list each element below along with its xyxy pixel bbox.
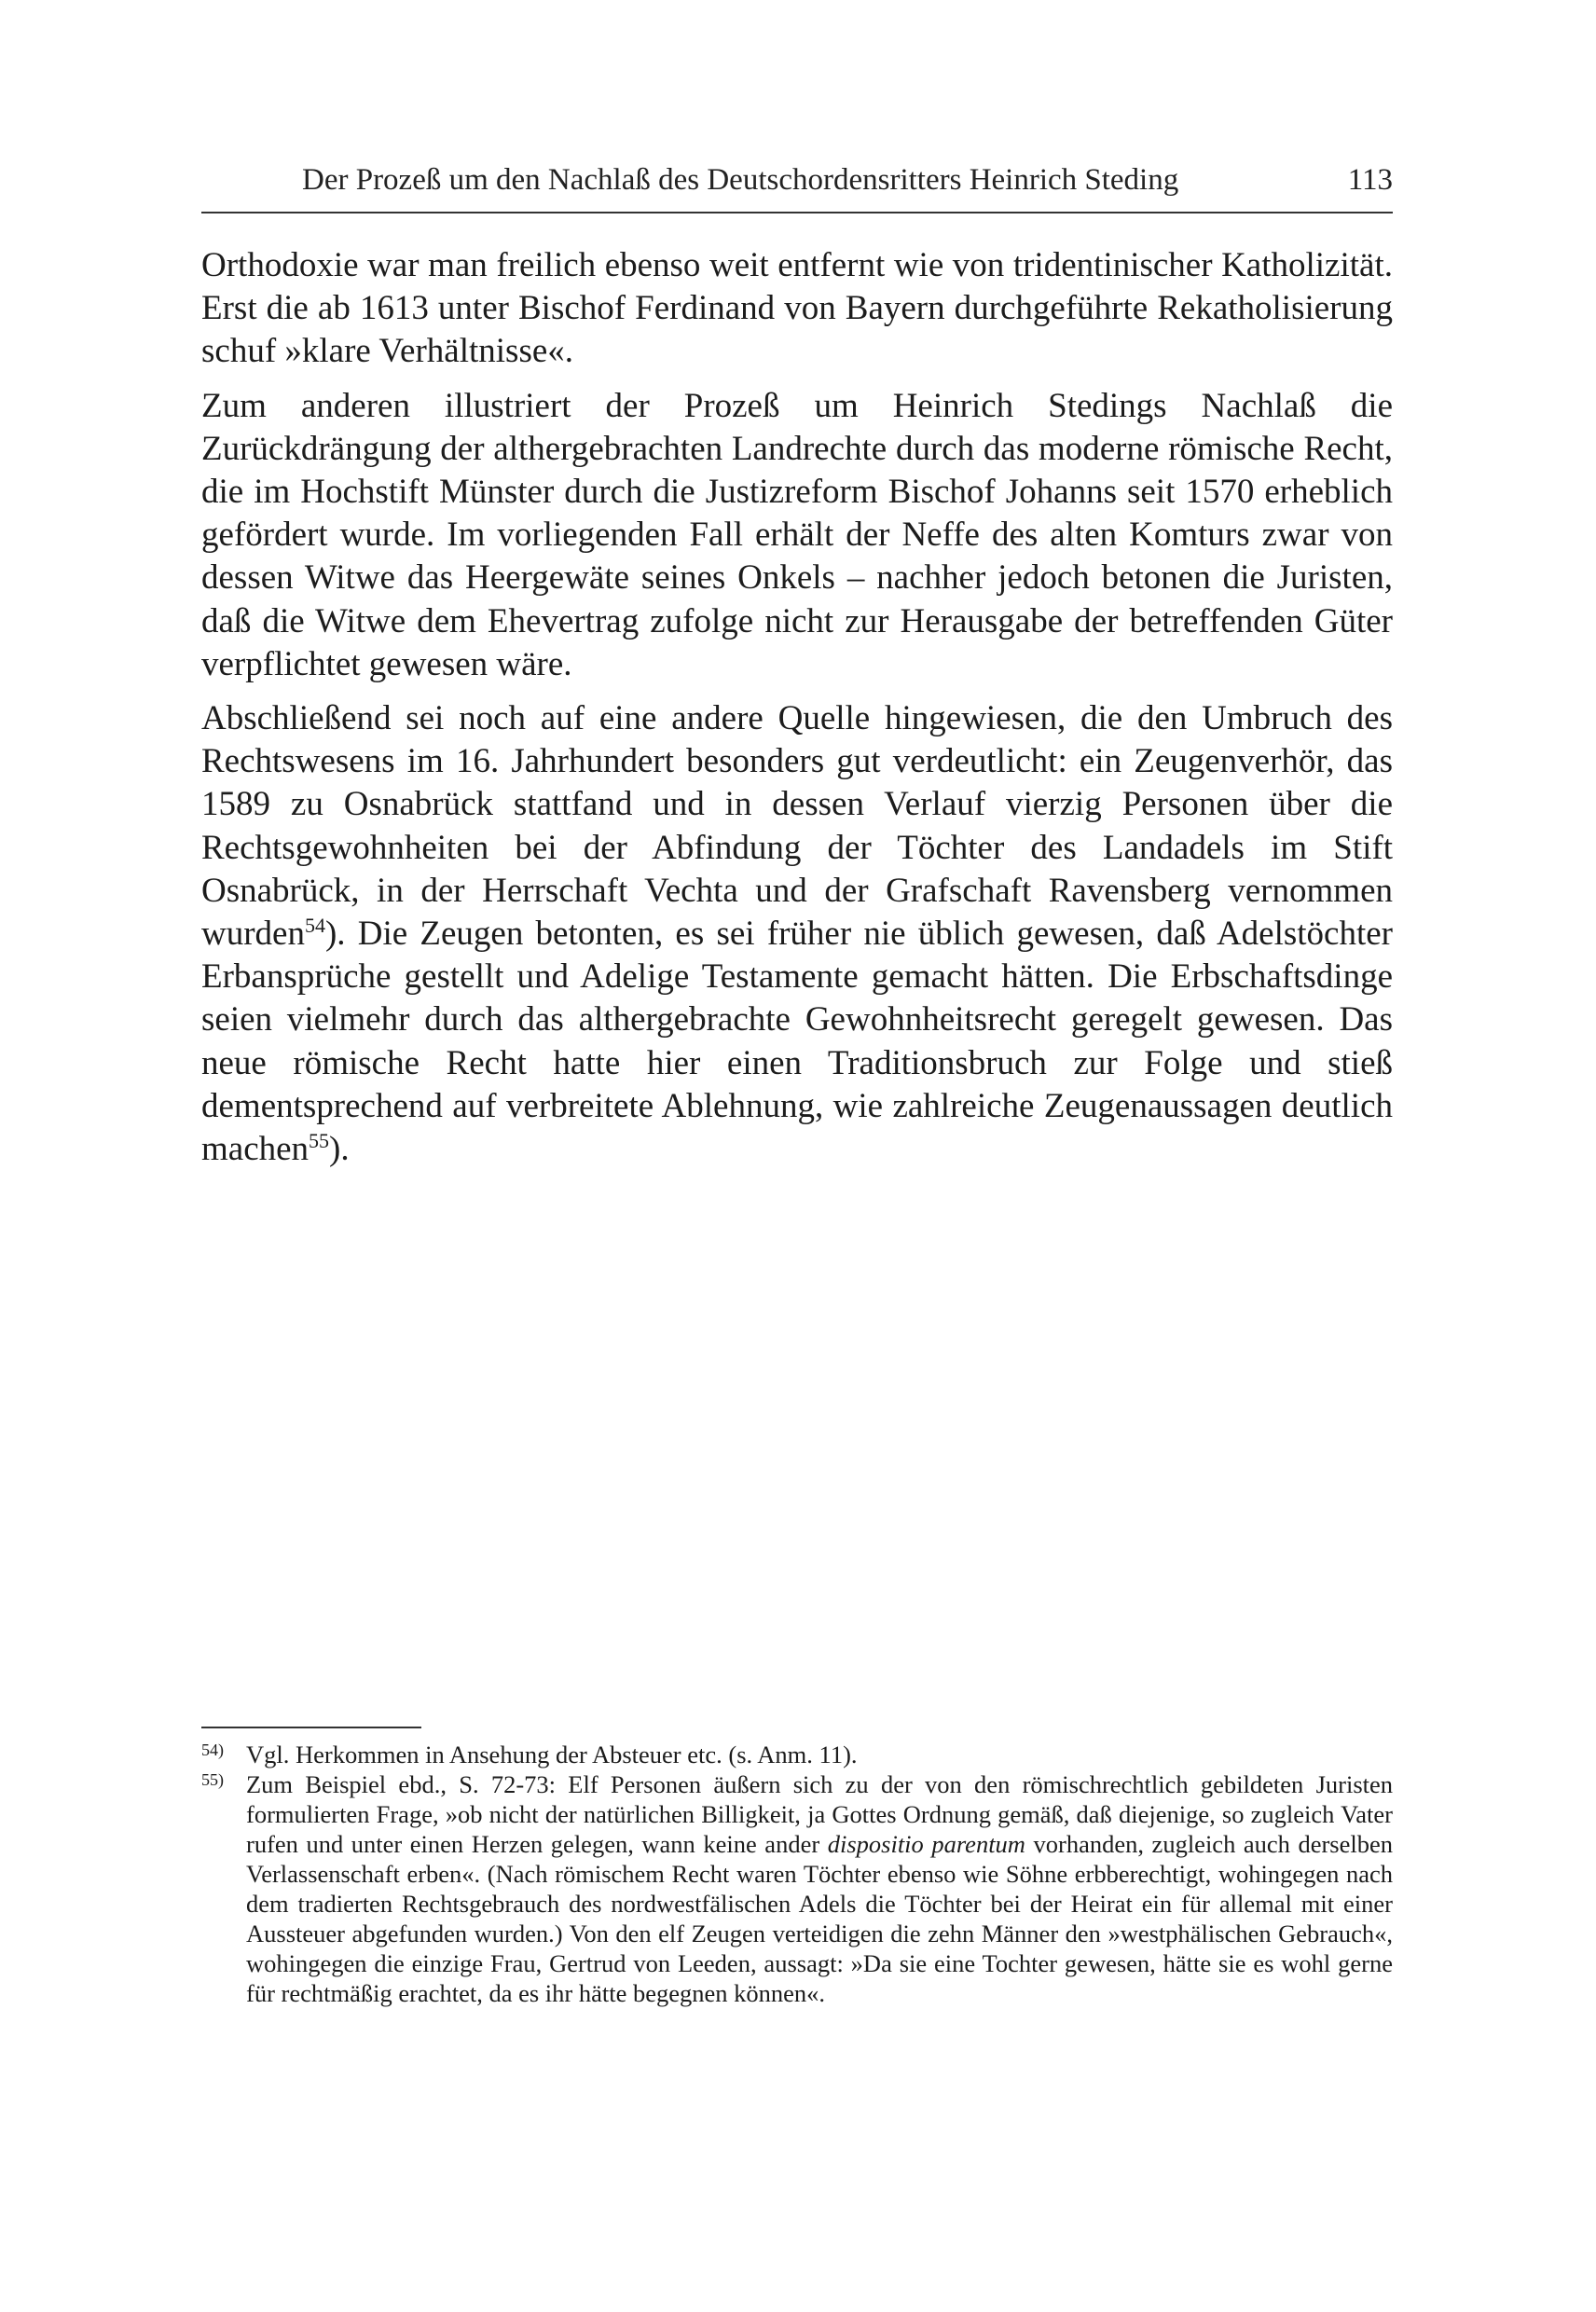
footnote-italic-term: dispositio parentum	[827, 1830, 1025, 1858]
footnote-ref-54[interactable]: 54	[304, 914, 325, 938]
running-head	[201, 157, 1393, 203]
paragraph-3-text-a: Abschließend sei noch auf eine andere Quelle hingewiesen, die den Umbruch des Rechtswesens im 16. Jahrhundert besonders gut verdeutlicht: ein Zeugenverhör, das 1589 zu Osnabrück stattfand und in dessen Verlauf vierzig Personen über die Rechtsgewohnheiten bei der Abfindung der Töchter des Landadels im Stift Osnabrück, in der Herrschaft Vechta und der Grafschaft Ravensberg vernommen wurden	[201, 699, 1393, 954]
footnote-text: Vgl. Herkommen in Ansehung der Absteuer etc. (s. Anm. 11).	[246, 1741, 858, 1768]
main-text	[201, 244, 1393, 1182]
paragraph-2: Zum anderen illustriert der Prozeß um Heinrich Stedings Nachlaß die Zurückdrängung der althergebrachten Landrechte durch das moderne römische Recht, die im Hochstift Münster durch die Justizreform Bischof Johanns seit 1570 erheblich gefördert wurde. Im vorliegenden Fall erhält der Neffe des alten Komturs zwar von dessen Witwe das Heergewäte seines Onkels – nachher jedoch betonen die Juristen, daß die Witwe dem Ehevertrag zufolge nicht zur Herausgabe der betreffenden Güter verpflichtet gewesen wäre.	[201, 386, 1393, 683]
footnote-marker: 55)	[201, 1770, 224, 1789]
paragraph-1: Orthodoxie war man freilich ebenso weit entfernt wie von tridentinischer Katholizität. Erst die ab 1613 unter Bischof Ferdinand von Bayern durchgeführte Rekatholisierung schuf »klare Verhältnisse«.	[201, 246, 1393, 371]
footnote-marker: 54)	[201, 1741, 224, 1759]
footnote-text-b: vorhanden, zugleich auch derselben Verlassenschaft erben«. (Nach römischem Recht waren Töchter ebenso wie Söhne erbberechtigt, wohingegen nach dem tradierten Rechtsgebrauch des nordwestfälischen Adels die Töchter bei der Heirat ein für allemal mit einer Aussteuer abgefunden wurden.) Von den elf Zeugen verteidigen die zehn Männer den »westphälischen Gebrauch«, wohingegen die einzige Frau, Gertrud von Leeden, aussagt: »Da sie eine Tochter gewesen, hätte sie es wohl gerne für rechtmäßig erachtet, da es ihr hätte begegnen können«.	[246, 1830, 1393, 2007]
paragraph-3-text-b: ). Die Zeugen betonten, es sei früher nie üblich gewesen, daß Adelstöchter Erbansprüche gestellt und Adelige Testamente gemacht hätten. Die Erbschaftsdinge seien vielmehr durch das althergebrachte Gewohnheitsrecht geregelt gewesen. Das neue römische Recht hatte hier einen Traditionsbruch zur Folge und stieß dementsprechend auf verbreitete Ablehnung, wie zahlreiche Zeugenaussagen deutlich machen	[201, 915, 1393, 1169]
footnote-55	[201, 1769, 1393, 2008]
footnote-ref-55[interactable]: 55	[309, 1129, 330, 1153]
footnote-54	[201, 1740, 1393, 1769]
paragraph-3	[201, 697, 1393, 1171]
footnotes	[201, 1740, 1393, 2008]
paragraph-3-text-c: ).	[329, 1130, 350, 1169]
page-number: 113	[1347, 163, 1393, 197]
footnote-rule	[201, 1727, 421, 1728]
footnote-text-a: Zum Beispiel ebd., S. 72-73: Elf Personen äußern sich zu der von den römischrechtlich gebildeten Juristen formulierten Frage, »ob nicht der natürlichen Billigkeit, ja Gottes Ordnung gemäß, daß diejenige, so zugleich Vater rufen und unter einen Herzen gelegen, wann keine ander	[246, 1770, 1393, 1858]
header-rule	[201, 212, 1393, 213]
running-title: Der Prozeß um den Nachlaß des Deutschordensritters Heinrich Steding	[302, 163, 1179, 197]
